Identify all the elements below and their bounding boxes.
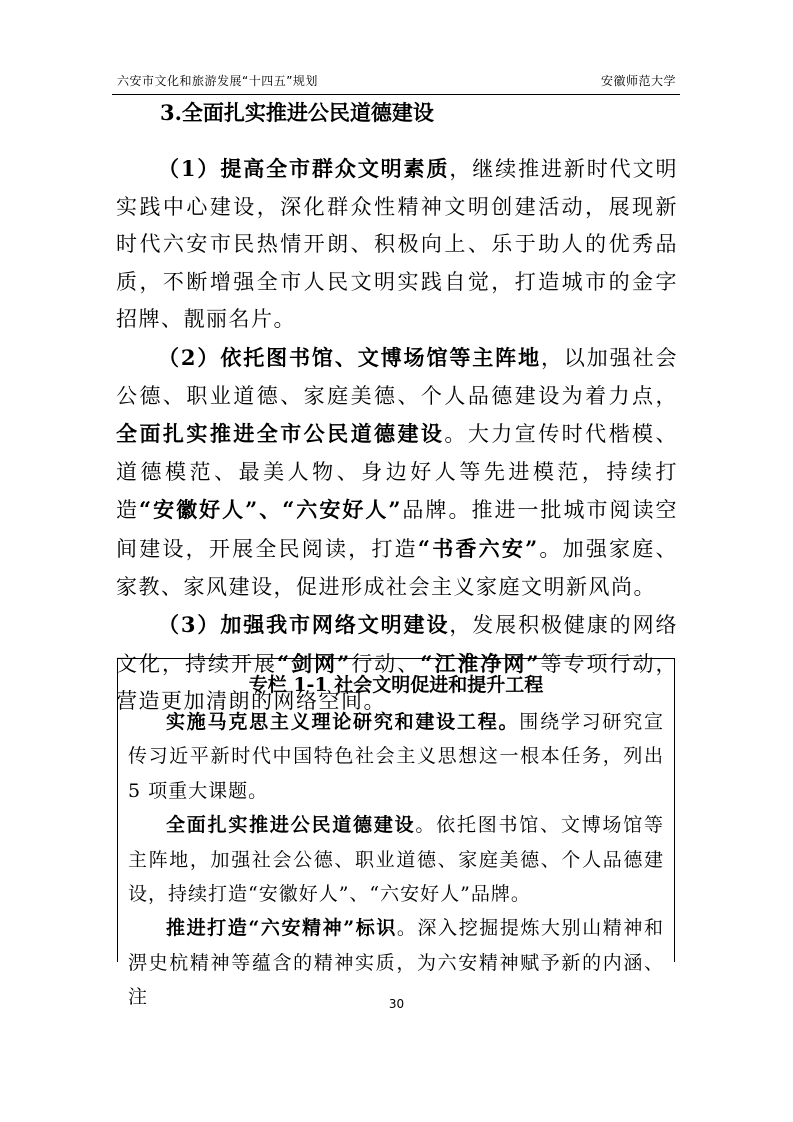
p2-part-5: 品牌。推进一批城市阅读空间建设，开展全民阅读，打造 (116, 498, 679, 561)
box-p3-part-1: 。深入挖掘提炼大别山精神和淠史杭精神等蕴含的精神实质，为六安精神赋予新的内涵、注 (128, 917, 664, 1009)
p3-part-3: 行动、 (350, 651, 421, 676)
p2-part-0: （2）依托图书馆、文博场馆等主阵地 (158, 344, 541, 370)
header-rule (112, 94, 680, 95)
p2-part-2: 全面扎实推进全市公民道德建设 (116, 421, 445, 447)
p1-part-1: ，继续推进新时代文明实践中心建设，深化群众性精神文明创建活动，展现新时代六安市民热情开朗、积极向上、乐于助人的优秀品质，不断增强全市人民文明实践自觉，打造城市的金字招牌、靓丽名片。 (116, 157, 678, 332)
box-p3-part-0: 推进打造“六安精神”标识 (166, 917, 397, 940)
box-p2-part-1: 。依托图书馆、文博场馆等主阵地，加强社会公德、职业道德、家庭美德、个人品德建设，持续打造“安徽好人”、“六安好人”品牌。 (128, 814, 664, 906)
p3-part-1: ，发展积极健康的网络文化，持续开展 (116, 613, 678, 676)
p2-part-1: ，以加强社会公德、职业道德、家庭美德、个人品德建设为着力点， (116, 345, 678, 408)
p2-part-3: 。大力宣传时代楷模、道德模范、最美人物、身边好人等先进模范，持续打造 (116, 422, 678, 523)
column-box-title: 专栏 1-1 社会文明促进和提升工程 (248, 674, 544, 696)
body-text (116, 150, 678, 721)
box-p2-part-0: 全面扎实推进公民道德建设 (166, 814, 416, 837)
section-title: 3.全面扎实推进公民道德建设 (160, 100, 434, 125)
p2-part-4: “安徽好人”、“六安好人” (139, 497, 402, 523)
header-document-title: 六安市文化和旅游发展“十四五”规划 (117, 74, 318, 88)
p1-part-0: （1）提高全市群众文明素质 (158, 156, 450, 181)
page-number: 30 (388, 997, 405, 1011)
p3-part-5: 等专项行动，营造更加清朗的网络空间。 (116, 651, 679, 714)
p3-part-0: （3）加强我市网络文明建设 (158, 612, 450, 638)
paragraph-2 (116, 339, 678, 606)
header-institution: 安徽师范大学 (600, 74, 676, 88)
box-paragraph-2 (128, 808, 664, 911)
box-paragraph-1 (128, 705, 664, 808)
box-p1-part-0: 实施马克思主义理论研究和建设工程。 (166, 711, 520, 733)
paragraph-1 (116, 150, 678, 339)
p3-part-2: “剑网” (277, 650, 351, 676)
p3-part-4: “江淮净网” (420, 650, 540, 676)
p2-part-7: 。加强家庭、家教、家风建设，促进形成社会主义家庭文明新风尚。 (116, 536, 679, 599)
box-p1-part-1: 围绕学习研究宣传习近平新时代中国特色社会主义思想这一根本任务，列出 5 项重大课题。 (128, 711, 664, 802)
p2-part-6: “书香六安” (417, 535, 539, 561)
